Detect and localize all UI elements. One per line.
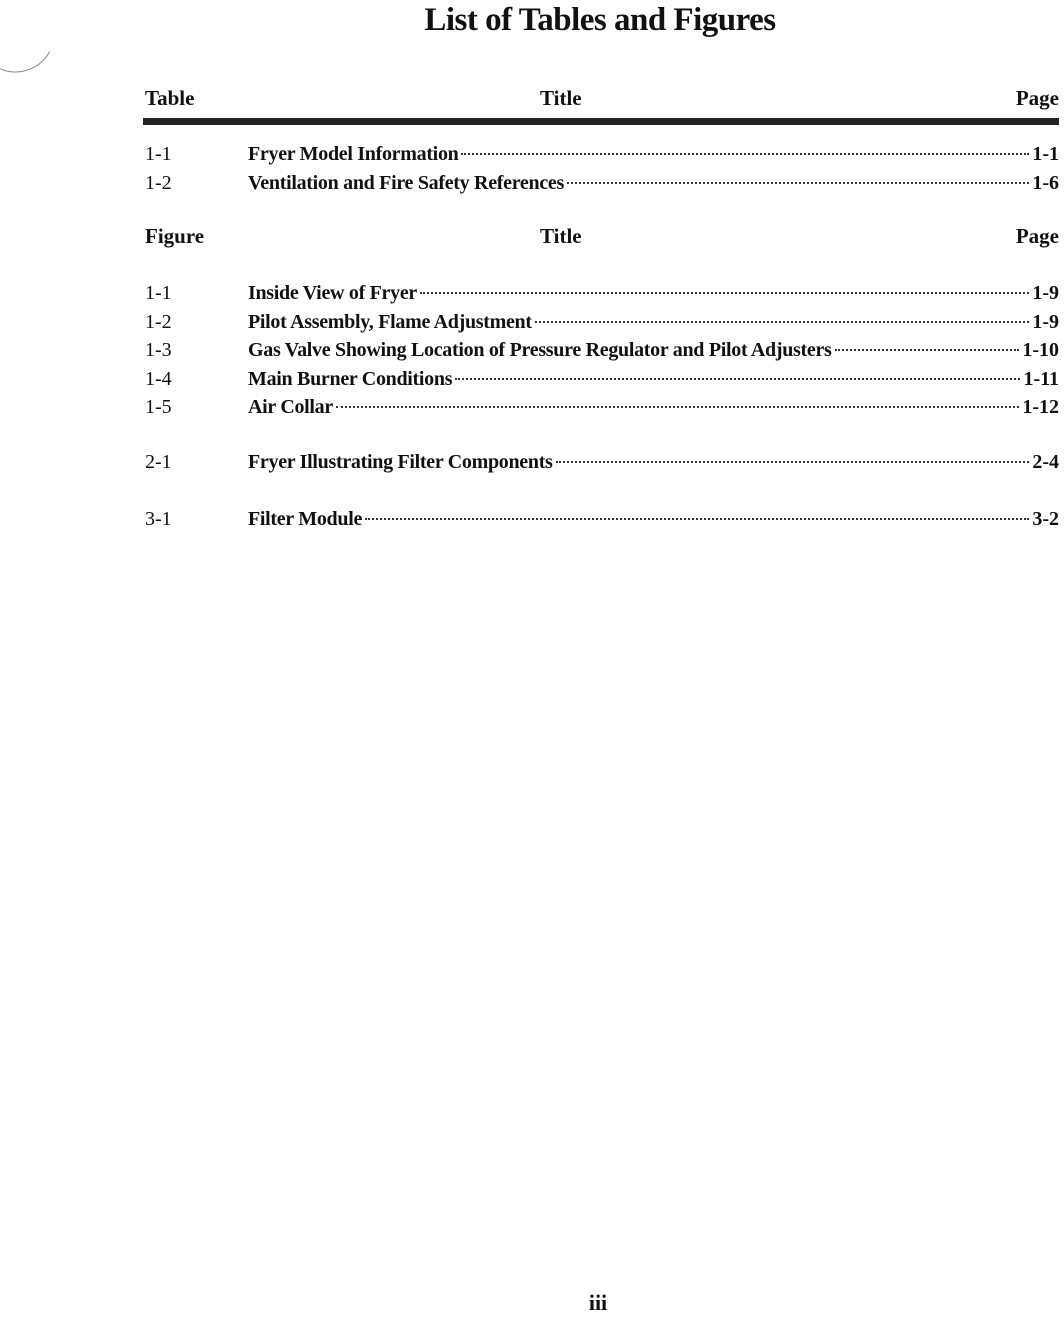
dot-leader	[835, 331, 1020, 351]
tables-col-title-header: Title	[540, 86, 582, 110]
dot-leader	[420, 274, 1029, 294]
entry-title: Main Burner Conditions	[248, 368, 453, 390]
entry-title: Gas Valve Showing Location of Pressure Regulator and Pilot Adjusters	[248, 339, 832, 361]
entry-number: 1-1	[145, 143, 172, 165]
tables-col-number-header: Table	[145, 86, 195, 110]
entry-title: Ventilation and Fire Safety References	[248, 172, 564, 194]
entry-page: 1-11	[1023, 368, 1059, 390]
figure-entry	[145, 448, 1059, 476]
figures-col-number-header: Figure	[145, 224, 205, 248]
page-number: iii	[588, 1290, 608, 1315]
entry-page: 1-9	[1032, 311, 1059, 333]
figures-col-page-header: Page	[1015, 224, 1059, 248]
table-entry	[145, 169, 1059, 197]
entry-number: 1-4	[145, 368, 172, 390]
figure-entry	[145, 393, 1059, 421]
figures-header	[145, 224, 1059, 258]
dot-leader	[535, 303, 1030, 323]
entry-number: 1-2	[145, 311, 172, 333]
entry-number: 1-1	[145, 282, 172, 304]
figure-entry	[145, 505, 1059, 533]
entry-page: 1-1	[1032, 143, 1059, 165]
entry-title: Pilot Assembly, Flame Adjustment	[248, 311, 532, 333]
entry-number: 1-2	[145, 172, 172, 194]
dot-leader	[567, 164, 1029, 184]
tables-col-page-header: Page	[1015, 86, 1059, 110]
entry-title: Fryer Illustrating Filter Components	[248, 451, 553, 473]
tables-header	[145, 86, 1059, 120]
entry-page: 3-2	[1032, 508, 1059, 530]
entry-title: Inside View of Fryer	[248, 282, 417, 304]
page-title: List of Tables and Figures	[424, 2, 776, 38]
entry-number: 2-1	[145, 451, 172, 473]
header-rule	[143, 118, 1059, 125]
dot-leader	[461, 135, 1029, 155]
dot-leader	[336, 388, 1019, 408]
dot-leader	[455, 360, 1020, 380]
dot-leader	[365, 500, 1029, 520]
entry-page: 1-6	[1032, 172, 1059, 194]
entry-number: 1-3	[145, 339, 172, 361]
dot-leader	[556, 443, 1030, 463]
entry-title: Filter Module	[248, 508, 363, 530]
entry-number: 1-5	[145, 396, 172, 418]
entry-title: Air Collar	[248, 396, 333, 418]
figures-col-title-header: Title	[540, 224, 582, 248]
entry-number: 3-1	[145, 508, 172, 530]
entry-title: Fryer Model Information	[248, 143, 459, 165]
entry-page: 1-9	[1032, 282, 1059, 304]
entry-page: 1-12	[1022, 396, 1059, 418]
entry-page: 1-10	[1022, 339, 1059, 361]
entry-page: 2-4	[1032, 451, 1059, 473]
